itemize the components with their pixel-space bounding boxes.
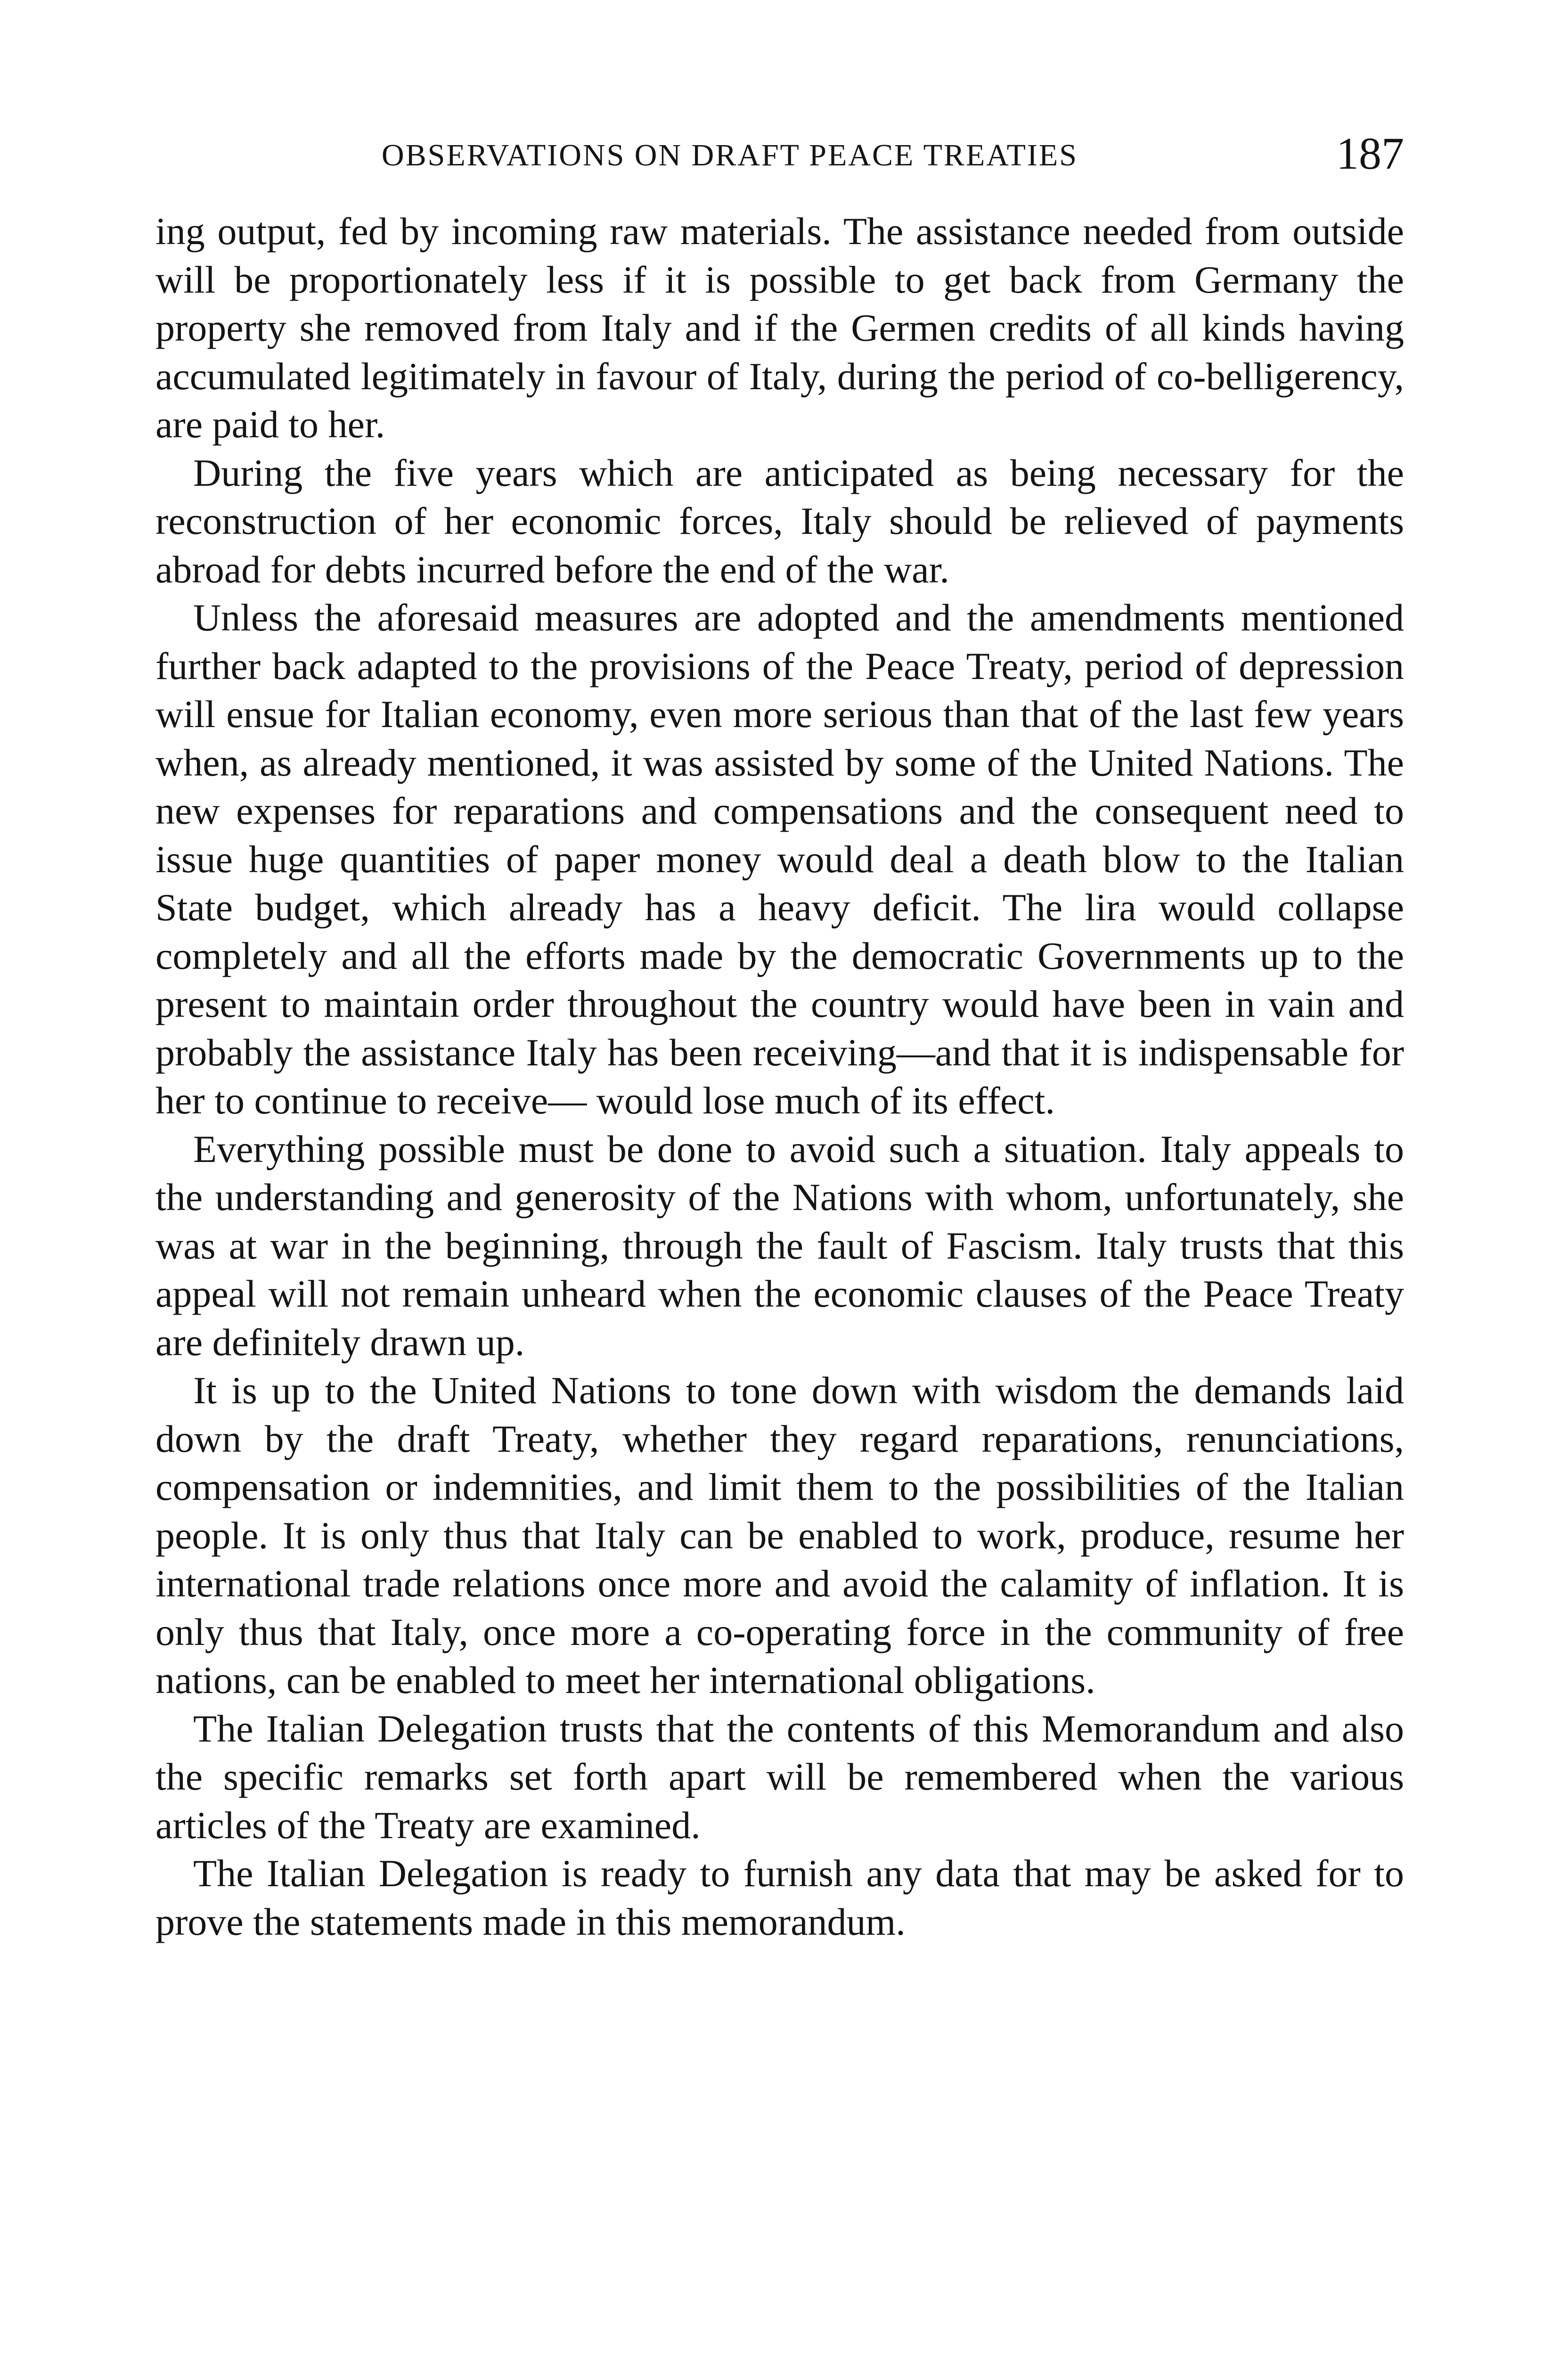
paragraph-furnish-data: The Italian Delegation is ready to furnish any data that may be asked for to prove the statements made in this memorandum. [155,1852,1404,1943]
paragraph-memorandum-remarks: The Italian Delegation trusts that the contents of this Memorandum and also the specific remarks set forth apart will be remembered when the various articles of the Treaty are examined. [155,1707,1404,1847]
paragraph-depression-warning: Unless the aforesaid measures are adopted and the amendments mentioned further back adapted to the provisions of the Peace Treaty, period of depression will ensue for Italian economy, even more serious than that of the last few years when, as already mentioned, it was assisted by some of the United Nations. The new expenses for reparations and compensations and the consequent need to issue huge quantities of paper money would deal a death blow to the Italian State budget, which already has a heavy deficit. The lira would collapse completely and all the efforts made by the democratic Governments up to the present to maintain order throughout the country would have been in vain and probably the assistance Italy has been receiving—and that it is indispensable for her to continue to receive— would lose much of its effect. [155,596,1404,1122]
running-header [155,127,1404,179]
paragraph-appeal-to-nations: Everything possible must be done to avoid such a situation. Italy appeals to the understanding and generosity of the Nations with whom, unfortunately, she was at war in the beginning, through the fault of Fascism. Italy trusts that this appeal will not remain unheard when the economic clauses of the Peace Treaty are definitely drawn up. [155,1127,1404,1364]
paragraph-continuation: ing output, fed by incoming raw materials. The assistance needed from outside will be proportionately less if it is possible to get back from Germany the property she removed from Italy and if the Germen credits of all kinds having accumulated legitimately in favour of Italy, during the period of co-belligerency, are paid to her. [155,210,1404,446]
paragraph-tone-down-demands: It is up to the United Nations to tone down with wisdom the demands laid down by the draft Treaty, whether they regard reparations, renunciations, compensation or indemnities, and limit them to the possibilities of the Italian people. It is only thus that Italy can be enabled to work, produce, resume her international trade relations once more and avoid the calamity of inflation. It is only thus that Italy, once more a co-operating force in the community of free nations, can be enabled to meet her international obligations. [155,1369,1404,1702]
paragraph-debt-relief: During the five years which are anticipated as being necessary for the reconstruction of her economic forces, Italy should be relieved of payments abroad for debts incurred before the end of the war. [155,451,1404,591]
body-text [155,207,1404,1946]
page-number: 187 [1336,128,1404,179]
running-title: OBSERVATIONS ON DRAFT PEACE TREATIES [382,138,1078,172]
